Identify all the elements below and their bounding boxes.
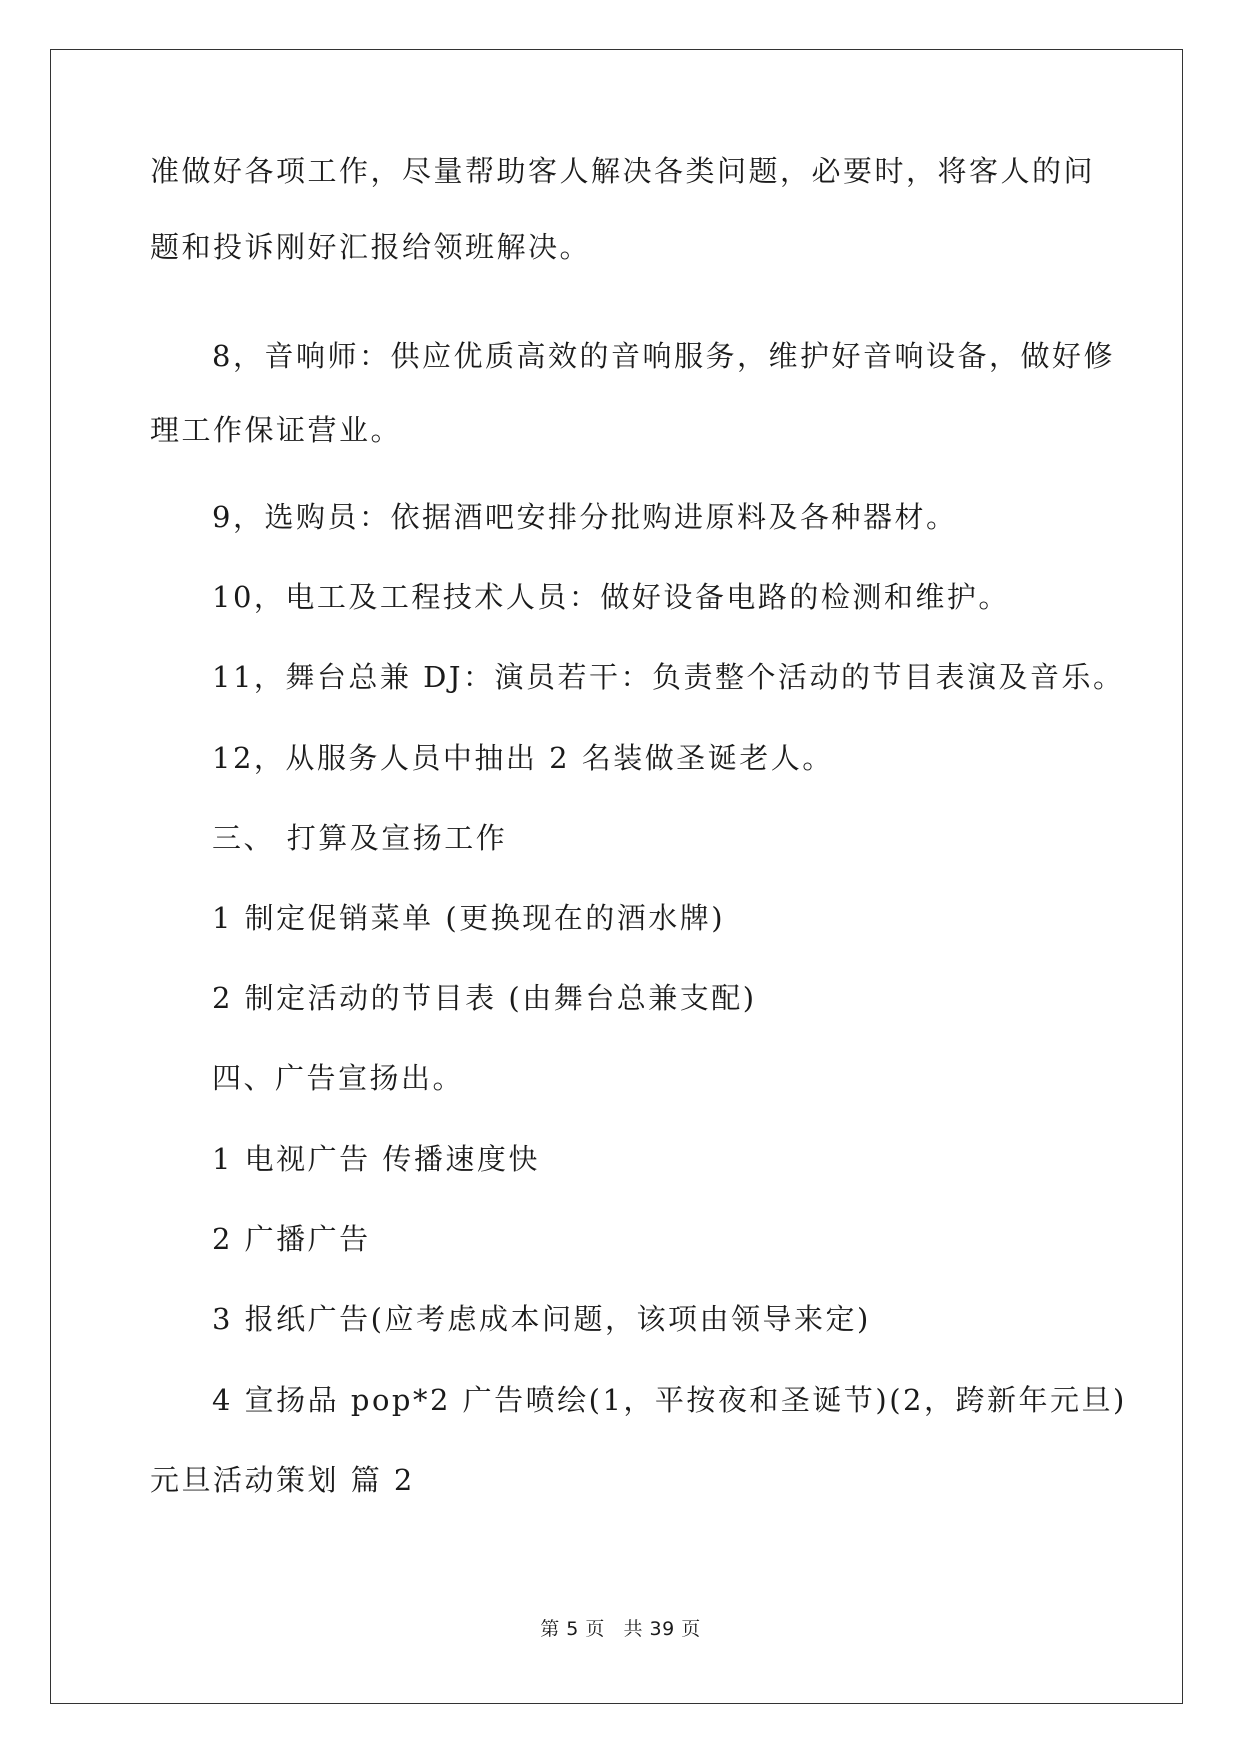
text-line: 4 宣扬品 pop*2 广告喷绘(1，平按夜和圣诞节)(2，跨新年元旦) bbox=[212, 1383, 1127, 1417]
text-line: 11，舞台总兼 DJ：演员若干：负责整个活动的节目表演及音乐。 bbox=[212, 660, 1125, 694]
text-line: 8，音响师：供应优质高效的音响服务，维护好音响设备，做好修 bbox=[212, 339, 1115, 373]
page-border bbox=[50, 49, 1183, 1704]
section-heading: 四、广告宣扬出。 bbox=[212, 1061, 465, 1095]
text-line: 3 报纸广告(应考虑成本问题，该项由领导来定) bbox=[212, 1302, 871, 1336]
text-line: 1 制定促销菜单 (更换现在的酒水牌) bbox=[212, 901, 726, 935]
page-total: 共 39 页 bbox=[623, 1618, 701, 1640]
text-line: 准做好各项工作，尽量帮助客人解决各类问题，必要时，将客人的问 bbox=[150, 154, 1096, 188]
text-line: 1 电视广告 传播速度快 bbox=[212, 1142, 540, 1176]
section-heading: 三、 打算及宣扬工作 bbox=[212, 821, 508, 855]
page-footer bbox=[0, 1617, 1241, 1641]
text-line: 9，选购员：依据酒吧安排分批购进原料及各种器材。 bbox=[212, 500, 958, 534]
text-line: 题和投诉刚好汇报给领班解决。 bbox=[150, 230, 592, 264]
text-line: 12，从服务人员中抽出 2 名装做圣诞老人。 bbox=[212, 741, 834, 775]
section-title: 元旦活动策划 篇 2 bbox=[150, 1463, 415, 1497]
page-number: 第 5 页 bbox=[540, 1618, 605, 1640]
text-line: 理工作保证营业。 bbox=[150, 413, 403, 447]
text-line: 2 广播广告 bbox=[212, 1222, 371, 1256]
text-line: 2 制定活动的节目表 (由舞台总兼支配) bbox=[212, 981, 757, 1015]
text-line: 10，电工及工程技术人员：做好设备电路的检测和维护。 bbox=[212, 580, 1010, 614]
